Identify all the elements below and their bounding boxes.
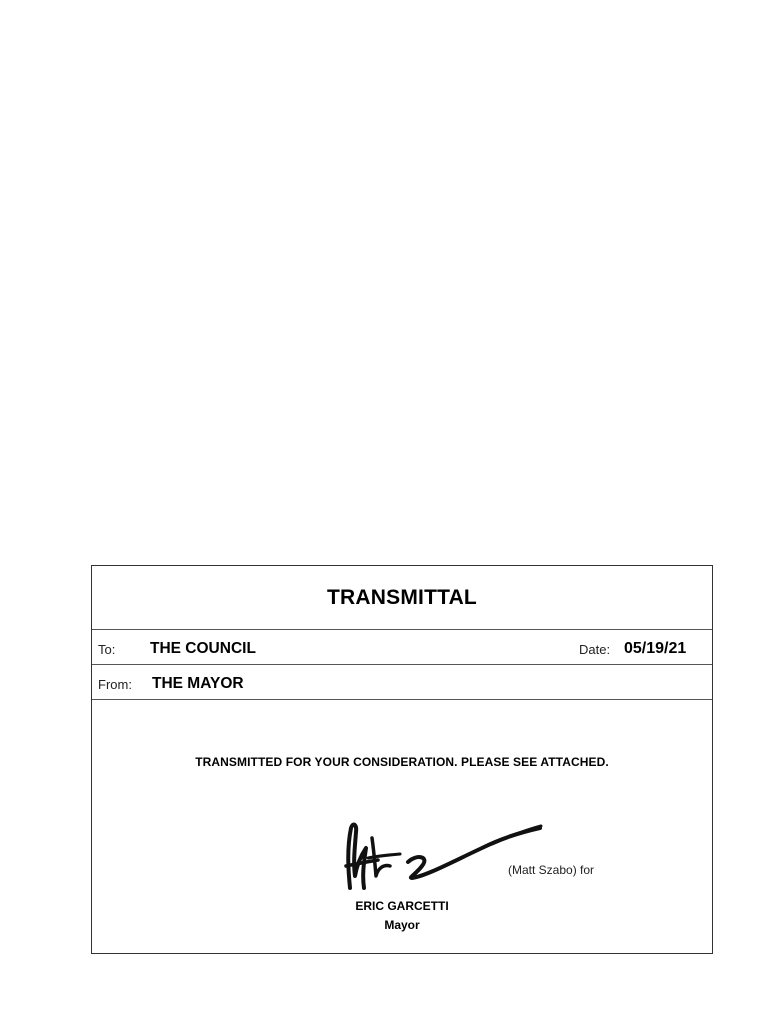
- from-label: From:: [98, 677, 132, 692]
- date-label: Date:: [579, 642, 611, 657]
- signer-title: Mayor: [384, 918, 420, 932]
- from-row: [92, 665, 712, 700]
- from-value: THE MAYOR: [152, 675, 244, 692]
- on-behalf-text: (Matt Szabo) for: [508, 863, 595, 877]
- date-value: 05/19/21: [624, 640, 687, 657]
- transmittal-form: [91, 565, 713, 954]
- signer-name: ERIC GARCETTI: [355, 899, 449, 913]
- title-row: [92, 566, 712, 630]
- to-row: [92, 630, 712, 665]
- to-label: To:: [98, 642, 116, 657]
- form-title: TRANSMITTAL: [327, 586, 477, 609]
- signature-image: [342, 818, 552, 898]
- to-value: THE COUNCIL: [150, 640, 256, 657]
- transmittal-message: TRANSMITTED FOR YOUR CONSIDERATION. PLEASE SEE ATTACHED.: [195, 755, 609, 769]
